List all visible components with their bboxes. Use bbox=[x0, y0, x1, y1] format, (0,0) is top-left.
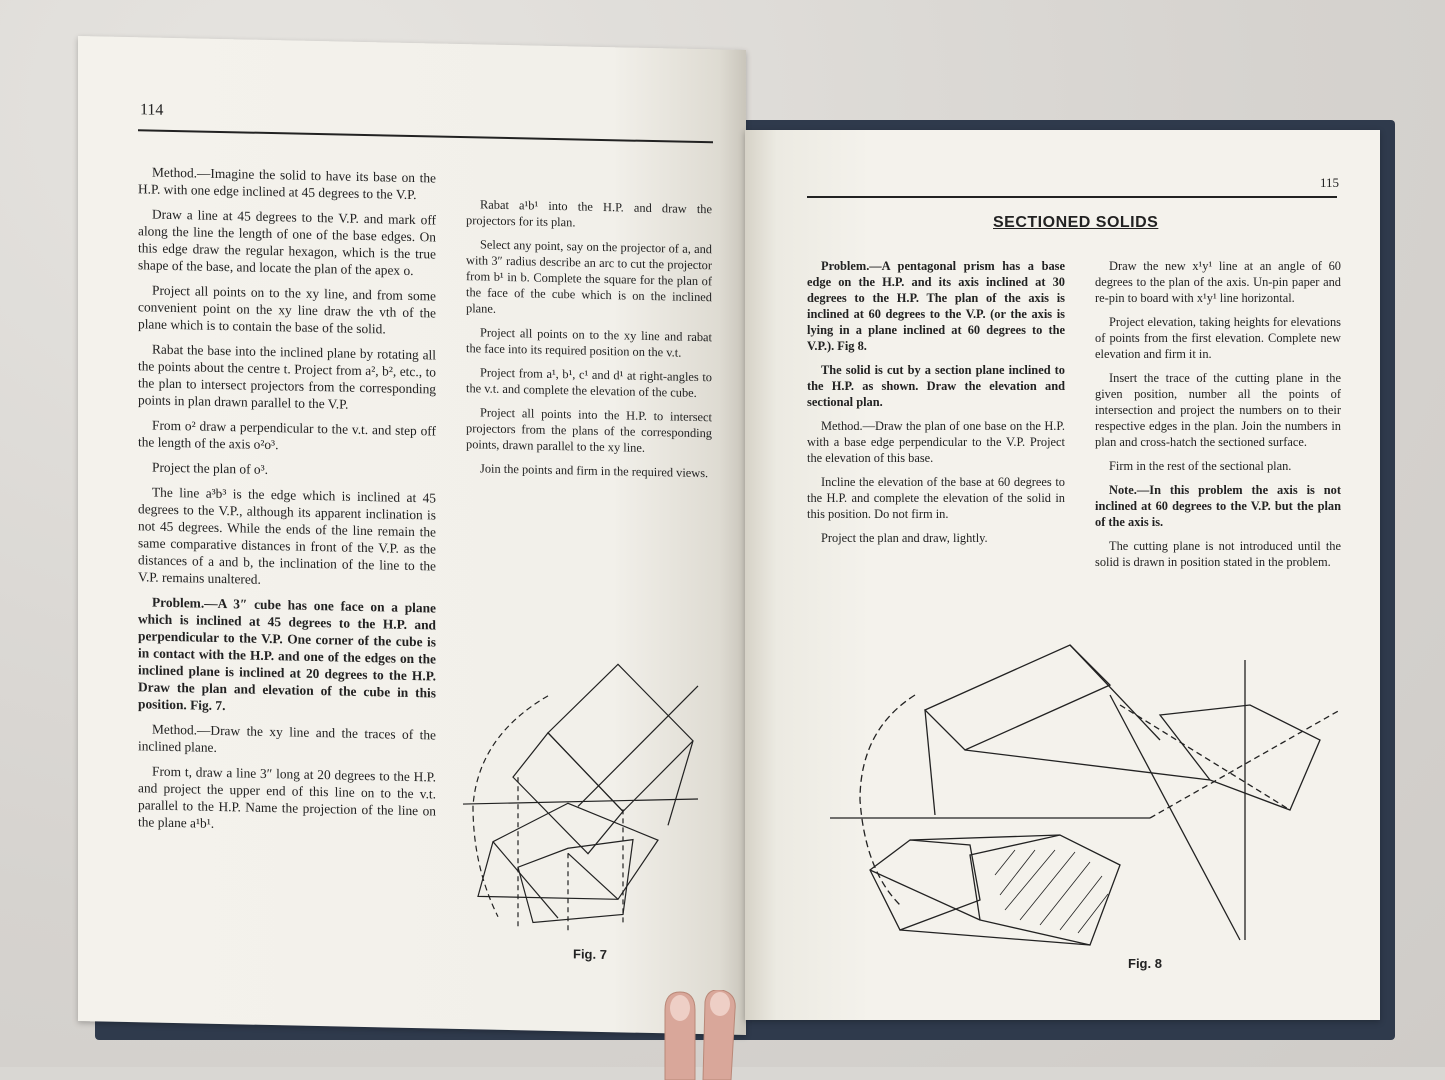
paragraph: Project from a¹, b¹, c¹ and d¹ at right-angles to the v.t. and complete the elevation of the cube. bbox=[466, 365, 712, 400]
paragraph: Select any point, say on the projector of a, and with 3″ radius describe an arc to cut the projector from b¹ in b. Complete the square for the plan of the face of the cube which is on the inclined plane. bbox=[466, 237, 712, 316]
right-column-2 bbox=[1095, 258, 1341, 578]
paragraph: Problem.—A 3″ cube has one face on a plane which is inclined at 45 degrees to the H.P. and perpendicular to the V.P. One corner of the cube is in contact with the H.P. and one of the edges on the inclined plane is inclined at 20 degrees to the H.P. Draw the plan and elevation of the cube in this position. Fig. 7. bbox=[138, 594, 436, 714]
left-column-2 bbox=[466, 196, 712, 489]
paragraph: From o² draw a perpendicular to the v.t. and step off the length of the axis o²o³. bbox=[138, 417, 436, 453]
paragraph: The cutting plane is not introduced until the solid is drawn in position stated in the problem. bbox=[1095, 539, 1341, 569]
paragraph: Project all points on to the xy line, and from some convenient point on the xy line draw the vth of the plane which is to contain the base of the solid. bbox=[138, 282, 436, 337]
paragraph: Rabat the base into the inclined plane by rotating all the points about the centre t. Project from a², b², etc., to the plan to intersect projectors from the corresponding points in plan drawn parallel to the V.P. bbox=[138, 341, 436, 412]
paragraph: Draw a line at 45 degrees to the V.P. and mark off along the line the length of one of the base edges. On this edge draw the regular hexagon, which is the true shape of the base, and locate the plan of the apex o. bbox=[138, 206, 436, 279]
paragraph: Incline the elevation of the base at 60 degrees to the H.P. and complete the elevation of the solid in this position. Do not firm in. bbox=[807, 475, 1065, 521]
header-rule-left bbox=[138, 129, 713, 143]
figure-8-caption: Fig. 8 bbox=[1128, 956, 1162, 971]
paragraph: Firm in the rest of the sectional plan. bbox=[1109, 459, 1292, 473]
paragraph: The line a³b³ is the edge which is inclined at 45 degrees to the V.P., although its apparent inclination is not 45 degrees. While the ends of the line remain the same comparative distances in front of the V.P. as the distances of a and b, the inclination of the line to the V.P. remains unaltered. bbox=[138, 484, 436, 587]
paragraph: Project all points into the H.P. to intersect projectors from the plans of the corresponding points, drawn parallel to the xy line. bbox=[466, 405, 712, 455]
figure-8-prism-drawing bbox=[820, 640, 1360, 970]
paragraph: Rabat a¹b¹ into the H.P. and draw the projectors for its plan. bbox=[466, 197, 712, 230]
paragraph: The solid is cut by a section plane inclined to the H.P. as shown. Draw the elevation and sectional plan. bbox=[807, 363, 1065, 409]
paragraph: Project the plan of o³. bbox=[152, 459, 268, 477]
paragraph: Method.—Draw the xy line and the traces of the inclined plane. bbox=[138, 721, 436, 755]
paragraph: Method.—Imagine the solid to have its base on the H.P. with one edge inclined at 45 degrees to the V.P. bbox=[138, 164, 436, 203]
figure-7-caption: Fig. 7 bbox=[573, 946, 607, 963]
left-page bbox=[78, 36, 746, 1035]
paragraph: Draw the new x¹y¹ line at an angle of 60 degrees to the plan of the axis. Un-pin paper and re-pin to board with x¹y¹ line horizontal. bbox=[1095, 259, 1341, 305]
paragraph: From t, draw a line 3″ long at 20 degrees to the H.P. and project the upper end of this line on to the v.t. parallel to the H.P. Name the projection of the line on the plane a¹b¹. bbox=[138, 763, 436, 831]
paragraph: Project elevation, taking heights for elevations of points from the first elevation. Complete new elevation and firm it in. bbox=[1095, 315, 1341, 361]
page-number-right: 115 bbox=[1320, 175, 1340, 190]
section-title: SECTIONED SOLIDS bbox=[993, 214, 1159, 231]
paragraph: Problem.—A pentagonal prism has a base edge on the H.P. and its axis inclined at 30 degrees to the H.P. The plan of the axis is inclined at 60 degrees to the V.P. (or the axis is lying in a plane inclined at 60 degrees to the V.P.). Fig 8. bbox=[807, 259, 1065, 353]
paragraph: Join the points and firm in the required views. bbox=[480, 461, 709, 481]
paragraph: Method.—Draw the plan of one base on the H.P. with a base edge perpendicular to the V.P. Project the elevation of this base. bbox=[807, 419, 1065, 465]
paragraph: Project all points on to the xy line and rabat the face into its required position on the v.t. bbox=[466, 325, 712, 360]
figure-7-cube-drawing bbox=[458, 656, 718, 951]
header-rule-right bbox=[807, 196, 1337, 198]
right-column-1 bbox=[807, 258, 1065, 554]
paragraph: Note.—In this problem the axis is not inclined at 60 degrees to the V.P. but the plan of the axis is. bbox=[1095, 483, 1341, 529]
left-column-1 bbox=[138, 163, 436, 844]
right-page bbox=[745, 130, 1380, 1020]
paragraph: Project the plan and draw, lightly. bbox=[821, 531, 988, 545]
paragraph: Insert the trace of the cutting plane in the given position, number all the points of intersection and project the numbers on to their respective edges in the plan. Join the numbers in plan and cross-hatch the sectioned surface. bbox=[1095, 371, 1341, 449]
page-number-left: 114 bbox=[140, 101, 164, 119]
